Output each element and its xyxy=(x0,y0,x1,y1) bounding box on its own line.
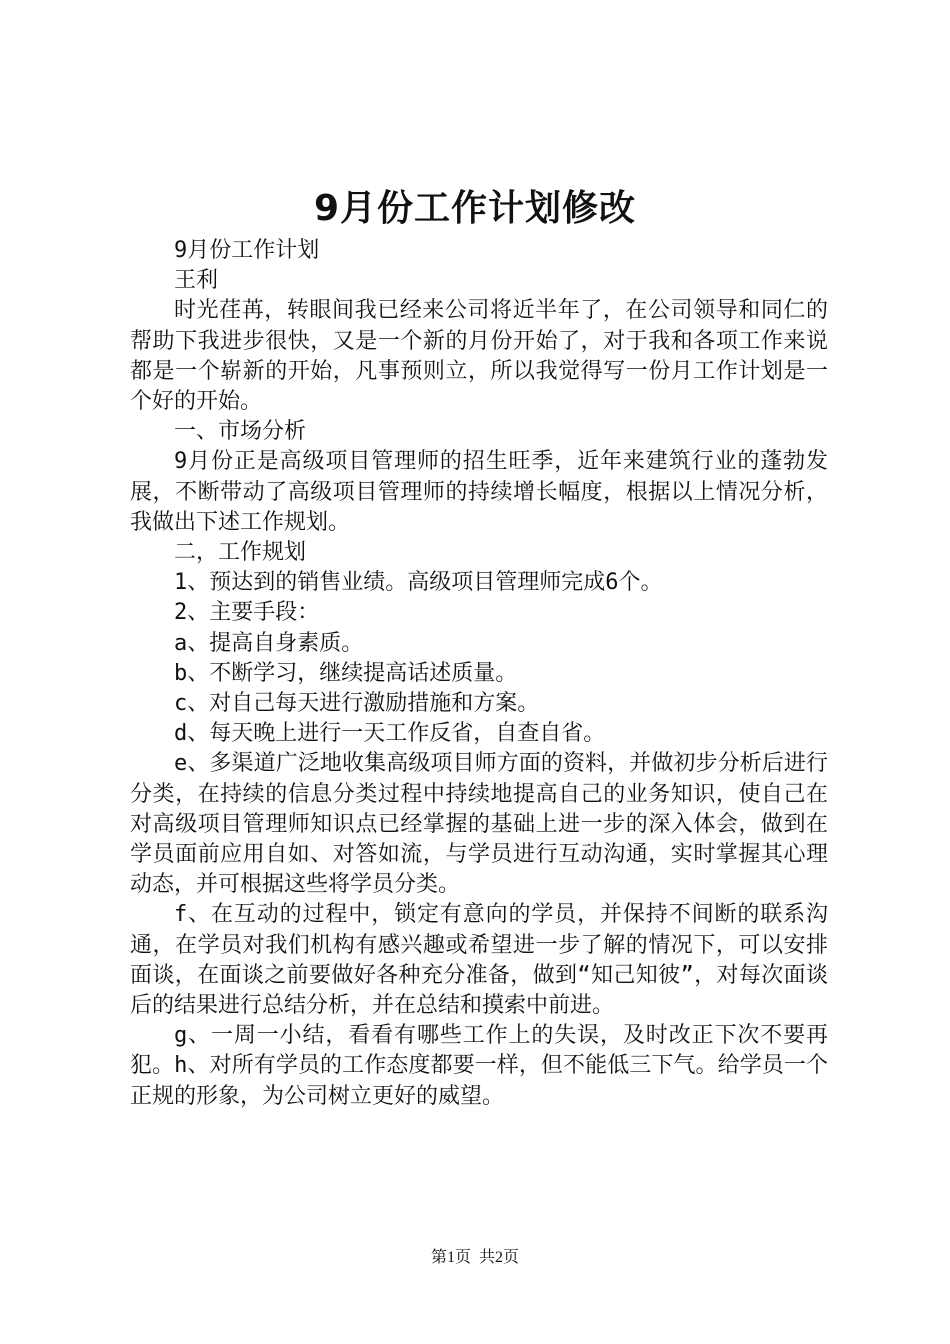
paragraph: 9月份正是高级项目管理师的招生旺季，近年来建筑行业的蓬勃发展，不断带动了高级项目管理师的持续增长幅度，根据以上情况分析，我做出下述工作规划。 xyxy=(130,449,828,535)
paragraph: 二，工作规划 xyxy=(174,540,307,566)
paragraph: e、多渠道广泛地收集高级项目师方面的资料，并做初步分析后进行分类，在持续的信息分类过程中持续地提高自己的业务知识，使自己在对高级项目管理师知识点已经掌握的基础上进一步的深入体会，做到在学员面前应用自如、对答如流，与学员进行互动沟通，实时掌握其心理动态，并可根据这些将学员分类。 xyxy=(130,751,828,898)
page-number: 第1页 xyxy=(430,1249,471,1266)
page-footer xyxy=(0,1244,950,1267)
paragraph: 9月份工作计划 xyxy=(174,238,320,263)
document-title: 9月份工作计划修改 xyxy=(313,188,637,229)
paragraph: b、不断学习，继续提高话述质量。 xyxy=(174,660,518,686)
paragraph: f、在互动的过程中，锁定有意向的学员，并保持不间断的联系沟通，在学员对我们机构有感兴趣或希望进一步了解的情况下，可以安排面谈，在面谈之前要做好各种充分准备，做到“知己知彼”，对每次面谈后的结果进行总结分析，并在总结和摸索中前进。 xyxy=(130,902,828,1019)
paragraph: 王利 xyxy=(174,268,219,294)
paragraph: 1、预达到的销售业绩。高级项目管理师完成6个。 xyxy=(174,570,663,596)
paragraph: 一、市场分析 xyxy=(174,419,307,445)
document-body xyxy=(130,236,828,1112)
paragraph: c、对自己每天进行激励措施和方案。 xyxy=(174,691,540,717)
paragraph: g、一周一小结，看看有哪些工作上的失误，及时改正下次不要再犯。h、对所有学员的工作态度都要一样，但不能低三下气。给学员一个正规的形象，为公司树立更好的威望。 xyxy=(130,1023,828,1109)
paragraph: 2、主要手段： xyxy=(174,600,320,626)
paragraph: d、每天晚上进行一天工作反省，自查自省。 xyxy=(174,721,606,747)
paragraph: 时光荏苒，转眼间我已经来公司将近半年了，在公司领导和同仁的帮助下我进步很快，又是一个新的月份开始了，对于我和各项工作来说都是一个崭新的开始，凡事预则立，所以我觉得写一份月工作计划是一个好的开始。 xyxy=(130,298,828,415)
page-total: 共2页 xyxy=(479,1249,520,1266)
paragraph: a、提高自身素质。 xyxy=(174,630,364,656)
